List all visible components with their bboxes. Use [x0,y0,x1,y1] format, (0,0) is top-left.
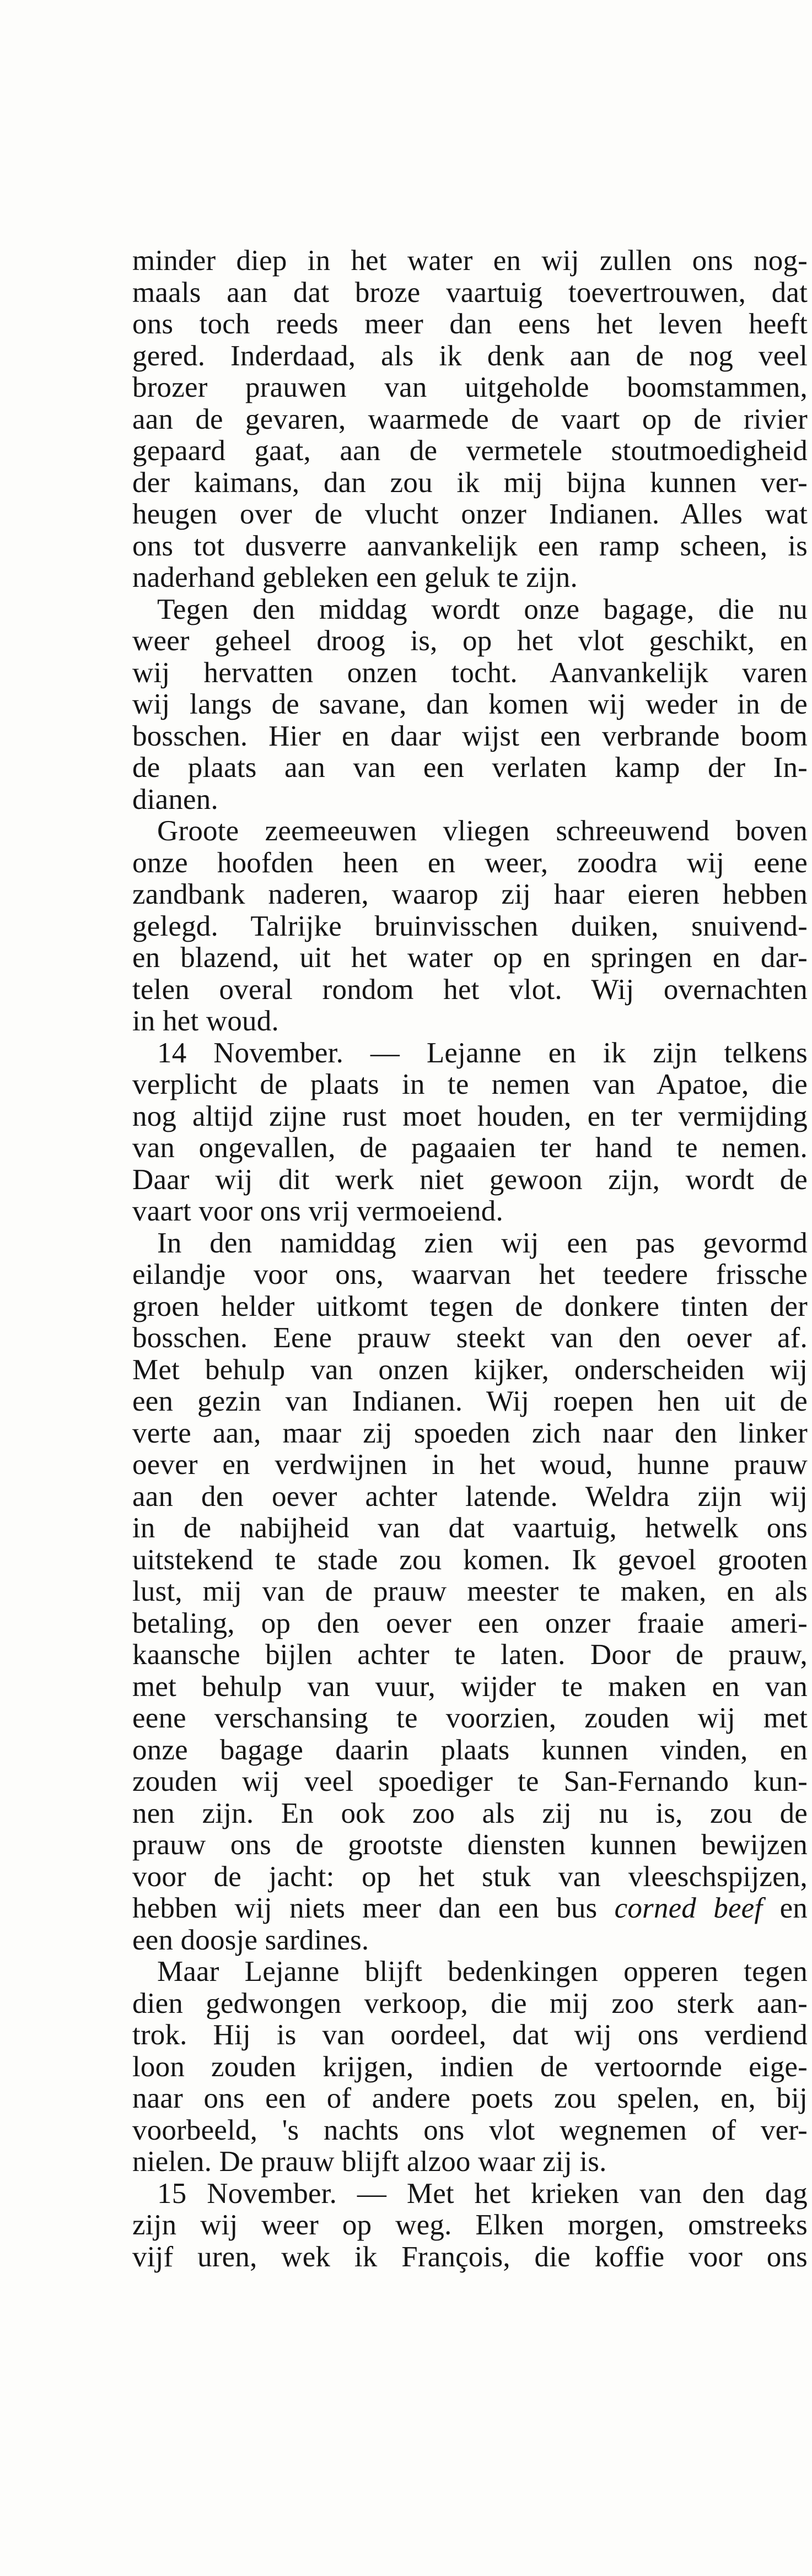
text-line: van ongevallen, de pagaaien ter hand te nemen. [132,1132,808,1164]
text-line: vijf uren, wek ik François, die koffie voor ons [132,2240,808,2273]
text-line: een gezin van Indianen. Wij roepen hen uit de [132,1385,808,1417]
text-line: gered. Inderdaad, als ik denk aan de nog veel [132,339,808,372]
paragraph-1 [132,245,808,594]
text-line: de plaats aan van een verlaten kamp der In- [132,752,808,784]
text-line: eilandje voor ons, waarvan het teedere frissche [132,1259,808,1290]
paragraph-6 [132,1956,808,2178]
text-line: telen overal rondom het vlot. Wij overnachten [132,973,808,1006]
text-line: weer geheel droog is, op het vlot geschikt, en [132,625,808,657]
paragraph-5 [132,1228,808,1957]
text-line: ons tot dusverre aanvankelijk een ramp scheen, is [132,530,808,562]
paragraph-7 [132,2178,808,2273]
text-line: verplicht de plaats in te nemen van Apatoe, die [132,1068,808,1100]
text-line: nen zijn. En ook zoo als zij nu is, zou de [132,1797,808,1829]
text-line: prauw ons de grootste diensten kunnen bewijzen [132,1829,808,1861]
text-line: naar ons een of andere poets zou spelen, en, bij [132,2082,808,2114]
text-line: voor de jacht: op het stuk van vleeschspijzen, [132,1860,808,1893]
paragraph-4 [132,1038,808,1228]
italic-term: corned beef [614,1892,763,1924]
text-line: trok. Hij is van oordeel, dat wij ons verdiend [132,2019,808,2051]
text-line: in de nabijheid van dat vaartuig, hetwelk ons [132,1512,808,1544]
text-line: betaling, op den oever een onzer fraaie ameri- [132,1607,808,1639]
text-line: onze hoofden heen en weer, zoodra wij eene [132,846,808,879]
text-line: wij hervatten onzen tocht. Aanvankelijk varen [132,656,808,689]
text-line: uitstekend te stade zou komen. Ik gevoel grooten [132,1543,808,1576]
text-line: vaart voor ons vrij vermoeiend. [132,1195,503,1227]
paragraph-3 [132,816,808,1038]
text-line: verte aan, maar zij spoeden zich naar den linker [132,1417,808,1449]
text-line: nog altijd zijne rust moet houden, en ter vermijding [132,1100,808,1132]
text-line: 14 November. — Lejanne en ik zijn telkens [157,1036,808,1069]
text-line: een doosje sardines. [132,1924,369,1956]
text-line: met behulp van vuur, wijder te maken en van [132,1670,808,1703]
text-segment: hebben wij niets meer dan een bus [132,1892,615,1924]
text-line: in het woud. [132,1005,279,1037]
text-line: lust, mij van de prauw meester te maken, en als [132,1575,808,1607]
text-line: naderhand gebleken een geluk te zijn. [132,561,578,593]
text-line: In den namiddag zien wij een pas gevormd [157,1227,808,1259]
text-line: nielen. De prauw blijft alzoo waar zij is. [132,2146,607,2178]
text-line: brozer prauwen van uitgeholde boomstammen, [132,371,808,403]
text-line: 15 November. — Met het krieken van den dag [157,2177,808,2210]
text-line: aan de gevaren, waarmede de vaart op de rivier [132,403,808,435]
text-line: oever en verdwijnen in het woud, hunne prauw [132,1449,808,1481]
text-line: maals aan dat broze vaartuig toevertrouwen, dat [132,276,808,309]
text-line: en blazend, uit het water op en springen en dar- [132,942,808,974]
text-line: dien gedwongen verkoop, die mij zoo sterk aan- [132,1987,808,2019]
text-line: kaansche bijlen achter te laten. Door de prauw, [132,1639,808,1671]
text-line: groen helder uitkomt tegen de donkere tinten der [132,1290,808,1322]
text-line-with-italic [132,1893,808,1925]
text-line: Groote zeemeeuwen vliegen schreeuwend boven [157,815,808,847]
text-line: gepaard gaat, aan de vermetele stoutmoedigheid [132,435,808,467]
text-line: Daar wij dit werk niet gewoon zijn, wordt de [132,1163,808,1196]
text-line: Maar Lejanne blijft bedenkingen opperen tegen [157,1956,808,1988]
text-line: minder diep in het water en wij zullen ons nog- [132,245,808,277]
text-line: heugen over de vlucht onzer Indianen. Alles wat [132,498,808,530]
text-line: bosschen. Hier en daar wijst een verbrande boom [132,720,808,752]
text-line: zijn wij weer op weg. Elken morgen, omstreeks [132,2209,808,2241]
text-line: gelegd. Talrijke bruinvisschen duiken, snuivend- [132,910,808,942]
page-text [132,245,808,2273]
text-line: wij langs de savane, dan komen wij weder in de [132,688,808,720]
text-line: der kaimans, dan zou ik mij bijna kunnen ver- [132,466,808,499]
text-line: loon zouden krijgen, indien de vertoornde eige- [132,2050,808,2083]
text-line: ons toch reeds meer dan eens het leven heeft [132,308,808,340]
text-line: Tegen den middag wordt onze bagage, die nu [157,593,808,625]
text-line: eene verschansing te voorzien, zouden wij met [132,1702,808,1734]
text-segment: en [762,1892,808,1924]
text-line: aan den oever achter latende. Weldra zijn wij [132,1480,808,1513]
text-line: dianen. [132,783,218,816]
text-line: zouden wij veel spoediger te San-Fernando kun- [132,1765,808,1797]
text-line: Met behulp van onzen kijker, onderscheiden wij [132,1353,808,1386]
paragraph-2 [132,594,808,816]
text-line: bosschen. Eene prauw steekt van den oever af. [132,1322,808,1354]
text-line: zandbank naderen, waarop zij haar eieren hebben [132,878,808,910]
text-line: voorbeeld, 's nachts ons vlot wegnemen of ver- [132,2114,808,2146]
text-line: onze bagage daarin plaats kunnen vinden, en [132,1733,808,1766]
